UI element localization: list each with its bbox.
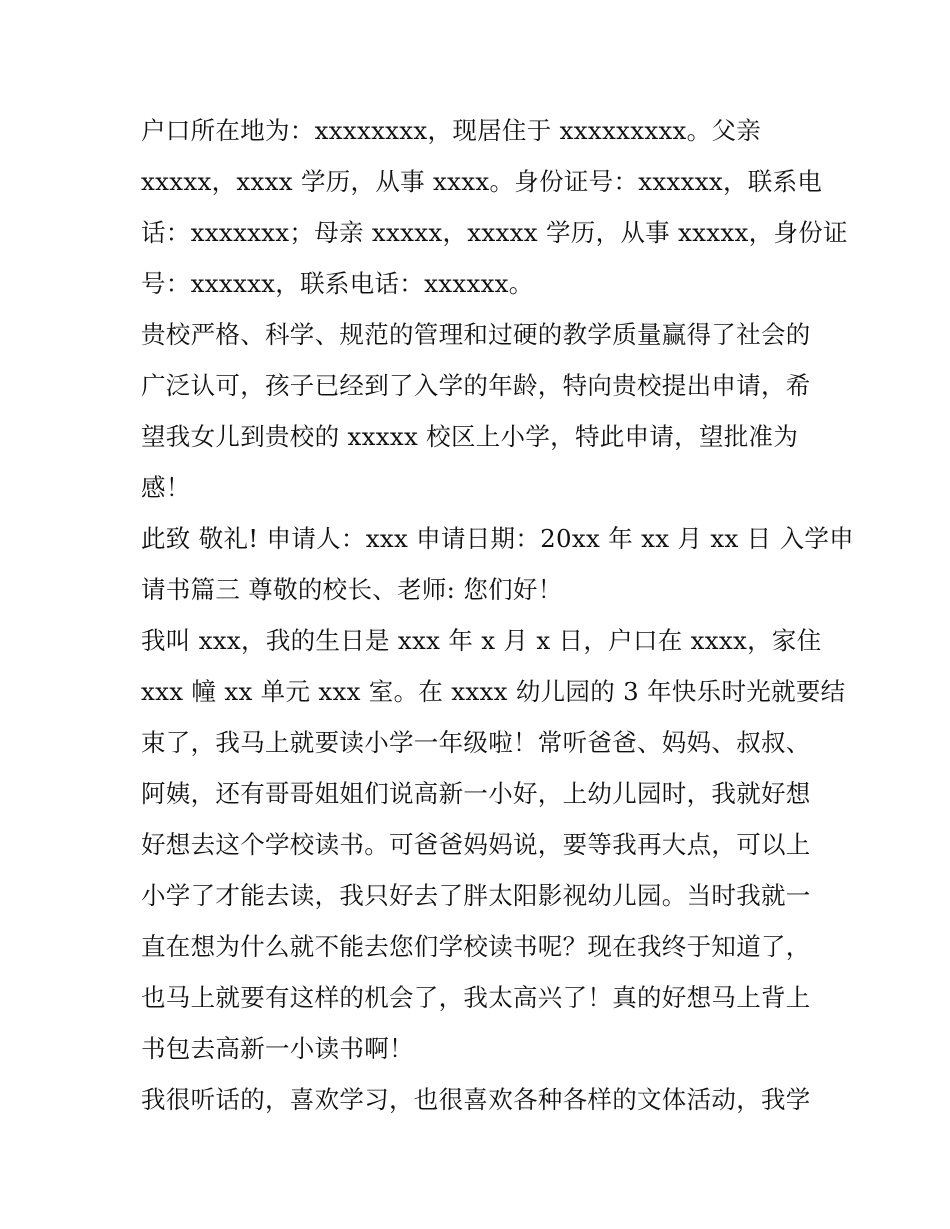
text-line-12: xxx 幢 xx 单元 xxx 室。在 xxxx 幼儿园的 3 年快乐时光就要结 — [141, 677, 846, 706]
text-line-10: 请书篇三 尊敬的校长、老师: 您们好！ — [141, 575, 563, 604]
text-line-8: 感！ — [141, 473, 191, 502]
text-line-15: 好想去这个学校读书。可爸爸妈妈说，要等我再大点，可以上 — [141, 830, 811, 859]
text-line-3: 话：xxxxxxx；母亲 xxxxx，xxxxx 学历，从事 xxxxx，身份证 — [141, 218, 848, 247]
text-line-18: 也马上就要有这样的机会了，我太高兴了！真的好想马上背上 — [141, 983, 811, 1012]
text-line-20: 我很听话的，喜欢学习，也很喜欢各种各样的文体活动，我学 — [141, 1085, 811, 1114]
text-line-14: 阿姨，还有哥哥姐姐们说高新一小好，上幼儿园时，我就好想 — [141, 779, 811, 808]
text-line-2: xxxxx，xxxx 学历，从事 xxxx。身份证号：xxxxxx，联系电 — [141, 167, 823, 196]
text-line-13: 束了，我马上就要读小学一年级啦！常听爸爸、妈妈、叔叔、 — [141, 728, 811, 757]
text-line-9: 此致 敬礼! 申请人：xxx 申请日期：20xx 年 xx 月 xx 日 入学申 — [141, 524, 854, 553]
text-line-17: 直在想为什么就不能去您们学校读书呢？现在我终于知道了， — [141, 932, 811, 961]
text-line-4: 号：xxxxxx，联系电话：xxxxxx。 — [141, 269, 534, 298]
text-line-11: 我叫 xxx，我的生日是 xxx 年 x 月 x 日，户口在 xxxx，家住 — [141, 626, 822, 655]
text-line-16: 小学了才能去读，我只好去了胖太阳影视幼儿园。当时我就一 — [141, 881, 811, 910]
text-line-19: 书包去高新一小读书啊！ — [141, 1034, 414, 1063]
text-line-1: 户口所在地为：xxxxxxxx，现居住于 xxxxxxxxx。父亲 — [141, 116, 762, 145]
document-body — [141, 105, 854, 1125]
text-line-7: 望我女儿到贵校的 xxxxx 校区上小学，特此申请，望批准为 — [141, 422, 799, 451]
text-line-5: 贵校严格、科学、规范的管理和过硬的教学质量赢得了社会的 — [141, 320, 811, 349]
text-line-6: 广泛认可，孩子已经到了入学的年龄，特向贵校提出申请，希 — [141, 371, 811, 400]
